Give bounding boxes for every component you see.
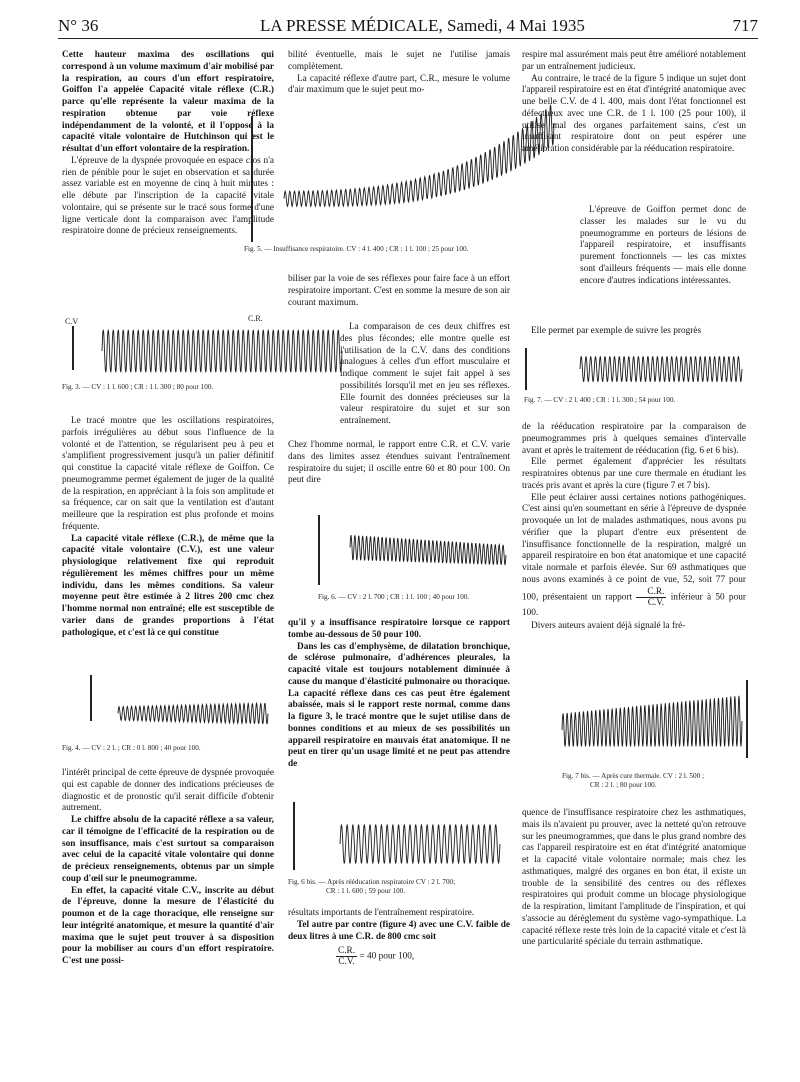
formula-result: = 40 pour 100, bbox=[359, 951, 415, 962]
pneumogram-trace bbox=[350, 525, 506, 575]
paragraph: Cette hauteur maxima des oscillations qui correspond à un volume maximum d'air mobilisé par la respiration, au cours d'un effort respiratoire, Goiffon l'a appelée Capacité vitale réflexe (C.R.) parce qu'elle représente la valeur maxima de la respiration obtenue par voie réflexe indépendamment de la volonté, et il l'oppose à la capacité vitale volontaire de Hutchinson qui est le résultat d'un effort volontaire de la respiration. bbox=[62, 50, 274, 154]
pneumogram-trace bbox=[580, 354, 742, 384]
paragraph: Au contraire, le tracé de la figure 5 indique un sujet dont l'appareil respiratoire est en état d'intégrité anatomique avec une belle C.V. de 4 l. 400, mais dont l'état fonctionnel est défectueux avec une C.R. de 1 l. 100 (25 pour 100), il utilise mal des organes parfaitement sains, c'est un insuffisant respiratoire dont on peut espérer une amélioration considérable par la rééducation respiratoire. bbox=[522, 73, 746, 154]
fraction-denominator: C.V. bbox=[647, 597, 665, 608]
column-1-mid bbox=[62, 416, 274, 639]
paragraph: Divers auteurs avaient déjà signalé la fré- bbox=[531, 621, 686, 632]
pneumogram-trace bbox=[340, 818, 500, 870]
figure-6-caption: Fig. 6. — CV : 2 l. 700 ; CR : 1 l. 100 ; 40 pour 100. bbox=[318, 593, 470, 601]
page-number: 717 bbox=[732, 16, 758, 35]
figure-6-bis-caption-line-2: CR : 1 l. 600 ; 59 pour 100. bbox=[326, 887, 406, 895]
fraction-denominator: C.V. bbox=[338, 957, 355, 968]
trace-path bbox=[340, 825, 500, 864]
paragraph: qu'il y a insuffisance respiratoire lorsque ce rapport tombe au-dessous de 50 pour 100. bbox=[288, 618, 510, 640]
paragraph: bilité éventuelle, mais le sujet ne l'utilise jamais complètement. bbox=[288, 50, 510, 72]
paragraph: Le tracé montre que les oscillations respiratoires, parfois irrégulières au début sous l'influence de la volonté et de l'attention, se régularisent peu à peu et s'amplifient progressivement jusqu'à un palier définitif qui constitue la capacité vitale réflexe de Goiffon. Ce pneumogramme permet également de juger de la qualité de la respiration, en appréciant à la fois son amplitude et sa fréquence, car on sait que la ventilation est d'autant meilleure que la respiration est plus profonde et moins fréquente. bbox=[62, 416, 274, 532]
paragraph: La capacité réflexe d'autre part, C.R., mesure le volume d'air maximum que le sujet peut mo- bbox=[288, 73, 510, 96]
paragraph: La capacité vitale réflexe (C.R.), de même que la capacité vitale volontaire (C.V.), est une valeur physiologique relativement fixe qui reproduit régulièrement les mêmes chiffres pour un même individu, dans les mêmes conditions. Sa valeur moyenne peut être estimée à 2 litres 200 cmc chez l'homme normal non entraîné; elle est susceptible de varier dans de grandes proportions à l'état pathologique, et c'est là ce qui constitue bbox=[62, 533, 274, 638]
journal-title: LA PRESSE MÉDICALE, Samedi, 4 Mai 1935 bbox=[260, 16, 585, 35]
figure-6-bis bbox=[288, 802, 510, 874]
column-3-indented bbox=[580, 205, 746, 287]
column-2-indented bbox=[340, 322, 510, 428]
header-rule bbox=[58, 38, 758, 39]
figure-label-cv: C.V bbox=[65, 317, 79, 326]
paragraph: résultats importants de l'entraînement respiratoire. bbox=[288, 908, 475, 918]
page-header bbox=[58, 8, 758, 38]
column-2-bottom bbox=[288, 908, 510, 967]
trace-path bbox=[284, 105, 554, 206]
cv-bar bbox=[746, 680, 750, 758]
paragraph: quence de l'insuffisance respiratoire chez les asthmatiques, mais ils n'avaient pu prouver, avec la netteté qu'on retrouve sur les pneumogrammes, que dans le plus grand nombre des cas l'appareil respiratoire est en état d'intégrité anatomique et la capacité vitale volontaire normale; mais chez les asthmatiques, malgré des organes en bon état, il existe un trouble de la sensibilité des centres ou des réflexes respiratoires qui produit comme un blocage physiologique de la respiration, limitant l'amplitude de l'inspiration, et qui s'associe au dérèglement du système vago-sympathique. La capacité réflexe reste très loin de la capacité vitale et c'est là une particularité spéciale du terrain asthmatique. bbox=[522, 808, 746, 948]
paragraph: L'épreuve de la dyspnée provoquée en espace clos n'a rien de pénible pour le sujet en observation et sa durée assez variable est en moyenne de cinq à huit minutes : elle débute par l'inscription de la capacité vitale volontaire, qui se présente sur le tracé sous forme d'une ligne verticale dont la comparaison avec l'amplitude respiratoire donne de précieux renseignements. bbox=[62, 155, 274, 237]
figure-7-caption: Fig. 7. — CV : 2 l. 400 ; CR : 1 l. 300 ; 54 pour 100. bbox=[524, 396, 676, 404]
paragraph bbox=[522, 493, 746, 620]
fraction-numerator: C.R. bbox=[636, 587, 666, 598]
fraction bbox=[336, 946, 357, 967]
paragraph: de la rééducation respiratoire par la comparaison de pneumogrammes pris à quelques semaines d'intervalle avant et après le traitement de rééducation (fig. 6 et 6 bis). bbox=[522, 422, 746, 456]
ratio-formula bbox=[288, 946, 510, 967]
pneumogram-trace bbox=[562, 694, 742, 754]
paragraph: Tel autre par contre (figure 4) avec une C.V. faible de deux litres à une C.R. de 800 cmc soit bbox=[288, 919, 510, 942]
column-2-lower bbox=[288, 618, 510, 771]
column-3-mid bbox=[522, 422, 746, 633]
column-3-line bbox=[522, 326, 746, 338]
figure-7-bis bbox=[560, 680, 756, 760]
figure-4-caption: Fig. 4. — CV : 2 l. ; CR : 0 l. 800 ; 40 pour 100. bbox=[62, 744, 201, 752]
paragraph: L'épreuve de Goiffon permet donc de classer les malades sur le vu du pneumogramme en porteurs de lésions de l'appareil respiratoire, et insuffisants purement fonctionnels — les cas mixtes sont d'ailleurs fréquents — mais elle donne encore d'autres indications intéressantes. bbox=[580, 205, 746, 286]
figure-7-bis-caption-line-1: Fig. 7 bis. — Après cure thermale. CV : 2 l. 500 ; bbox=[562, 772, 705, 780]
paragraph: Elle permet par exemple de suivre les progrès bbox=[531, 326, 702, 336]
paragraph-text-end: inférieur à 50 pour 100. bbox=[522, 592, 746, 618]
figure-3-caption: Fig. 3. — CV : 1 l. 600 ; CR : 1 l. 300 ; 80 pour 100. bbox=[62, 383, 214, 391]
cv-bar bbox=[72, 326, 76, 370]
paragraph-text: Elle peut éclairer aussi certaines notions pathogéniques. C'est ainsi qu'en soumettant en série à l'épreuve de dyspnée provoquée un lot de malades asthmatiques, nous avons pu vérifier que la plupart d'entre eux présentent de l'insuffisance fonctionnelle de la respiration, malgré un appareil respiratoire en bon état anatomique et une capacité vitale normale et parfois élevée. Sur 69 asthmatiques que nous avons examinés à ce point de vue, 52, soit 77 pour 100, présentaient un rapport bbox=[522, 492, 746, 603]
paragraph: Dans les cas d'emphysème, de dilatation bronchique, de sclérose pulmonaire, d'adhérences pleurales, la capacité vitale est toujours notablement diminuée à cause du manque d'élasticité pulmonaire ou thoracique. La capacité réflexe dans ces cas peut être également abaissée, mais si le rapport reste normal, comme dans la figure 3, le tracé montre que le sujet utilise dans de bonnes conditions et au mieux de ses possibilités un appareil respiratoire en mauvais état anatomique. Il ne peut en tirer qu'un usage limité et ne peut pas attendre de bbox=[288, 641, 510, 769]
cv-bar bbox=[251, 116, 255, 242]
figure-7-bis-caption-line-2: CR : 2 l. ; 80 pour 100. bbox=[590, 781, 657, 789]
paragraph: Chez l'homme normal, le rapport entre C.R. et C.V. varie dans des limites assez étendues suivant l'entraînement respiratoire du sujet; il oscille entre 60 et 80 pour 100. On peut dire bbox=[288, 440, 510, 486]
pneumogram-trace bbox=[118, 697, 268, 727]
cv-bar bbox=[525, 348, 529, 390]
trace-path bbox=[562, 696, 742, 747]
column-2-top bbox=[288, 50, 510, 97]
cv-bar bbox=[318, 515, 322, 585]
paragraph: Elle permet également d'apprécier les résultats respiratoires obtenus par une cure thermale en étudiant les tracés pris avant et après la cure (figure 7 et 7 bis). bbox=[522, 457, 746, 491]
column-3-bottom bbox=[522, 808, 746, 949]
trace-path bbox=[102, 330, 342, 373]
pneumogram-trace bbox=[102, 326, 342, 376]
fraction-numerator: C.R. bbox=[338, 946, 356, 957]
figure-6 bbox=[288, 505, 510, 595]
column-3-top bbox=[522, 50, 746, 156]
figure-3 bbox=[62, 316, 334, 386]
cv-bar bbox=[90, 675, 94, 721]
figure-7 bbox=[522, 340, 752, 396]
paragraph: respire mal assurément mais peut être amélioré notablement par un entraînement judicieux. bbox=[522, 50, 746, 72]
trace-path bbox=[580, 356, 742, 382]
fraction bbox=[636, 587, 666, 608]
pneumogram-trace bbox=[284, 108, 554, 234]
column-2-after-fig5 bbox=[288, 274, 510, 309]
paragraph: Le chiffre absolu de la capacité réflexe a sa valeur, car il témoigne de l'efficacité de la respiration ou de son insuffisance, mais c'est surtout sa comparaison avec celui de la capacité vitale volontaire qui donne de précieux renseignements, obtenus par un simple coup d'œil sur le pneumogramme. bbox=[62, 815, 274, 884]
issue-number: N° 36 bbox=[58, 16, 99, 35]
column-1-bottom bbox=[62, 768, 274, 968]
paragraph: biliser par la voie de ses réflexes pour faire face à un effort respiratoire important. C'est en somme la mesure de son air courant maximum. bbox=[288, 274, 510, 308]
figure-6-bis-caption-line-1: Fig. 6 bis. — Après rééducation respiratoire CV : 2 l. 700; bbox=[288, 878, 456, 886]
paragraph: l'intérêt principal de cette épreuve de dyspnée provoquée qui est capable de donner des indications précieuses de diagnostic et de pronostic qu'il serait difficile d'obtenir autrement. bbox=[62, 768, 274, 814]
column-1-top bbox=[62, 50, 274, 238]
figure-label-cr: C.R. bbox=[248, 314, 263, 323]
figure-4 bbox=[62, 675, 272, 737]
figure-5-caption: Fig. 5. — Insuffisance respiratoire. CV : 4 l. 400 ; CR : 1 l. 100 ; 25 pour 100. bbox=[244, 245, 469, 253]
trace-path bbox=[350, 535, 506, 565]
column-2-mid bbox=[288, 440, 510, 487]
cv-bar bbox=[293, 802, 297, 870]
paragraph: La comparaison de ces deux chiffres est des plus fécondes; elle montre quelle est l'utilisation de la C.V. dans des conditions analogues à celles d'un effort musculaire et indique comment le sujet fait appel à ses possibilités lorsqu'il met en jeu ses réflexes. Elle fournit des données précieuses sur la valeur respiratoire du sujet et sur son entraînement. bbox=[340, 322, 510, 426]
paragraph: En effet, la capacité vitale C.V., inscrite au début de l'épreuve, donne la mesure de l'élasticité du poumon et de la cage thoracique, elle renseigne sur leur intégrité anatomique, et mesure la quantité d'air maxima que le sujet peut trouver à sa disposition pour la mobiliser au cours d'un effort respiratoire. C'est une possi- bbox=[62, 885, 274, 966]
trace-path bbox=[118, 703, 268, 724]
figure-5 bbox=[248, 108, 558, 248]
